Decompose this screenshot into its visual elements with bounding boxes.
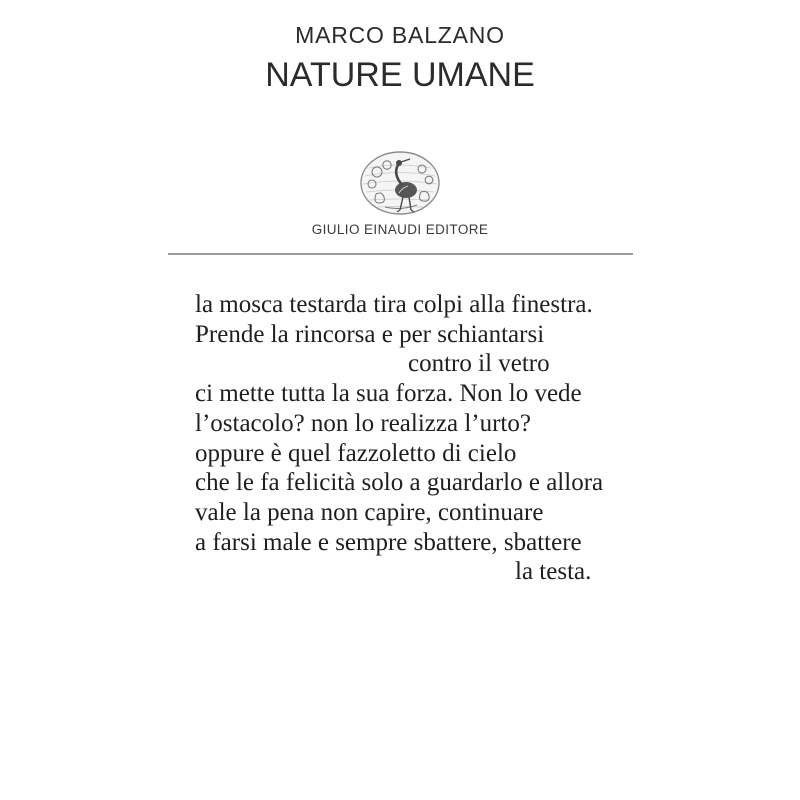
poem-line: ci mette tutta la sua forza. Non lo vede	[195, 380, 582, 408]
poem-line: oppure è quel fazzoletto di cielo	[195, 439, 517, 467]
poem-line: vale la pena non capire, continuare	[195, 498, 544, 526]
poem-line: la mosca testarda tira colpi alla finestra.	[195, 291, 593, 318]
publisher-name: GIULIO EINAUDI EDITORE	[311, 222, 489, 237]
poem-line: a farsi male e sempre sbattere, sbattere	[195, 528, 582, 556]
poem-line: la testa.	[515, 558, 592, 586]
author-name: MARCO BALZANO	[295, 22, 505, 48]
book-title: NATURE UMANE	[265, 56, 535, 94]
poem-line: contro il vetro	[408, 350, 550, 378]
einaudi-struzzo-ostrich-icon	[359, 205, 441, 222]
publisher-logo-container	[0, 150, 800, 223]
poem-line: l’ostacolo? non lo realizza l’urto?	[195, 409, 531, 437]
divider-rule	[168, 253, 633, 255]
poem-line: che le fa felicità solo a guardarlo e allora	[195, 469, 604, 497]
poem-text-block	[195, 290, 625, 587]
poem-line: Prende la rincorsa e per schiantarsi	[195, 320, 545, 348]
